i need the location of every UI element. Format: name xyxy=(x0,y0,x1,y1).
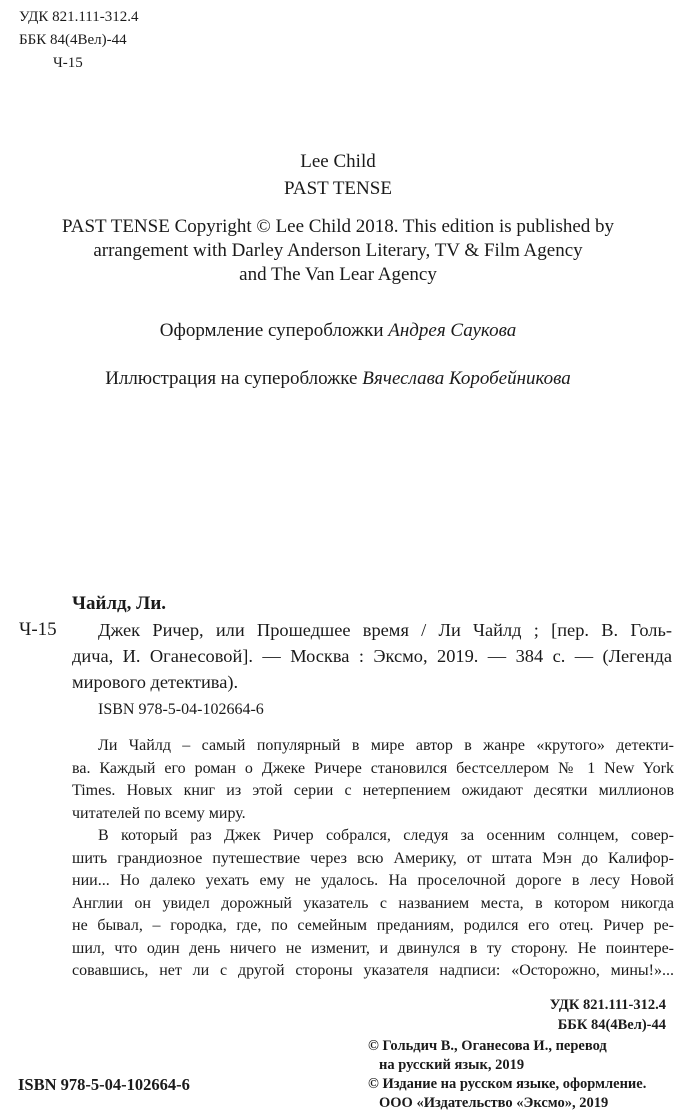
copyright-line: © Издание на русском языке, оформление. xyxy=(368,1076,647,1092)
illustration-name: Вячеслава Коробейникова xyxy=(362,368,571,389)
copyright-line: PAST TENSE Copyright © Lee Child 2018. This edition is published by xyxy=(61,216,615,237)
annotation-line: Ли Чайлд – самый популярный в мире автор в жанре «крутого» детекти- xyxy=(98,737,674,754)
biblio-description xyxy=(72,617,672,695)
author-mark: Ч-15 xyxy=(53,55,83,71)
cover-design-label: Оформление суперобложки xyxy=(159,320,384,341)
annotation-paragraph-1 xyxy=(72,735,674,825)
annotation-line: шить грандиозное путешествие через всю Америку, от штата Мэн до Калифор- xyxy=(72,849,674,867)
annotation-line: не бывал, – городка, где, по семейным преданиям, родился его отец. Ричер ре- xyxy=(72,917,674,934)
original-author: Lee Child xyxy=(300,151,376,172)
cover-design-name: Андрея Саукова xyxy=(388,320,517,341)
annotation-line: Англии он увидел дорожный указатель с названием места, в котором никогда xyxy=(72,894,674,912)
biblio-author-heading: Чайлд, Ли. xyxy=(72,593,167,614)
annotation-line: В который раз Джек Ричер собрался, следуя за осенним солнцем, совер- xyxy=(98,827,674,844)
biblio-line: дича, И. Оганесовой]. — Москва : Эксмо, 2019. — 384 с. — (Легенда xyxy=(72,646,672,666)
copyright-line: and The Van Lear Agency xyxy=(239,264,437,285)
annotation-paragraph-2 xyxy=(72,825,674,983)
original-title: PAST TENSE xyxy=(284,178,392,199)
cover-design-credit xyxy=(0,317,676,344)
annotation-line: ва. Каждый его роман о Джеке Ричере становился бестселлером № 1 New York xyxy=(72,759,674,777)
biblio-line: Джек Ричер, или Прошедшее время / Ли Чайлд ; [пер. В. Голь- xyxy=(98,620,672,640)
illustration-credit xyxy=(0,365,676,392)
biblio-margin-mark: Ч-15 xyxy=(19,619,57,640)
copyright-line: ООО «Издательство «Эксмо», 2019 xyxy=(379,1095,609,1111)
bottom-codes xyxy=(550,995,666,1035)
bottom-udk-code: УДК 821.111-312.4 xyxy=(549,997,666,1013)
biblio-isbn: ISBN 978-5-04-102664-6 xyxy=(98,701,264,718)
biblio-line: мирового детектива). xyxy=(72,672,239,692)
annotation-line: нии... Но далеко уехать ему не удалось. На проселочной дороге в лесу Новой xyxy=(72,872,674,889)
annotation-line: Times. Новых книг из этой серии с нетерпением ожидают десятки миллионов xyxy=(72,782,674,799)
annotation-line: читателей по всему миру. xyxy=(72,804,246,822)
annotation-line: шил, что один день ничего не изменит, и двинулся в ту сторону. Не поинтере- xyxy=(72,939,674,957)
bottom-bbk-code: ББК 84(4Вел)-44 xyxy=(557,1017,666,1033)
footer-isbn: ISBN 978-5-04-102664-6 xyxy=(18,1075,190,1094)
copyright-line: © Гольдич В., Оганесова И., перевод xyxy=(368,1038,607,1054)
illustration-label: Иллюстрация на суперобложке xyxy=(105,368,358,389)
translation-copyright xyxy=(368,1037,646,1113)
annotation-line: совавшись, нет ли с другой стороны указателя надписи: «Осторожно, мины!»... xyxy=(72,962,674,979)
copyright-line: arrangement with Darley Anderson Literary, TV & Film Agency xyxy=(93,240,583,261)
copyright-line: на русский язык, 2019 xyxy=(379,1057,525,1073)
udk-code: УДК 821.111-312.4 xyxy=(19,9,139,25)
bbk-code: ББК 84(4Вел)-44 xyxy=(19,32,127,48)
